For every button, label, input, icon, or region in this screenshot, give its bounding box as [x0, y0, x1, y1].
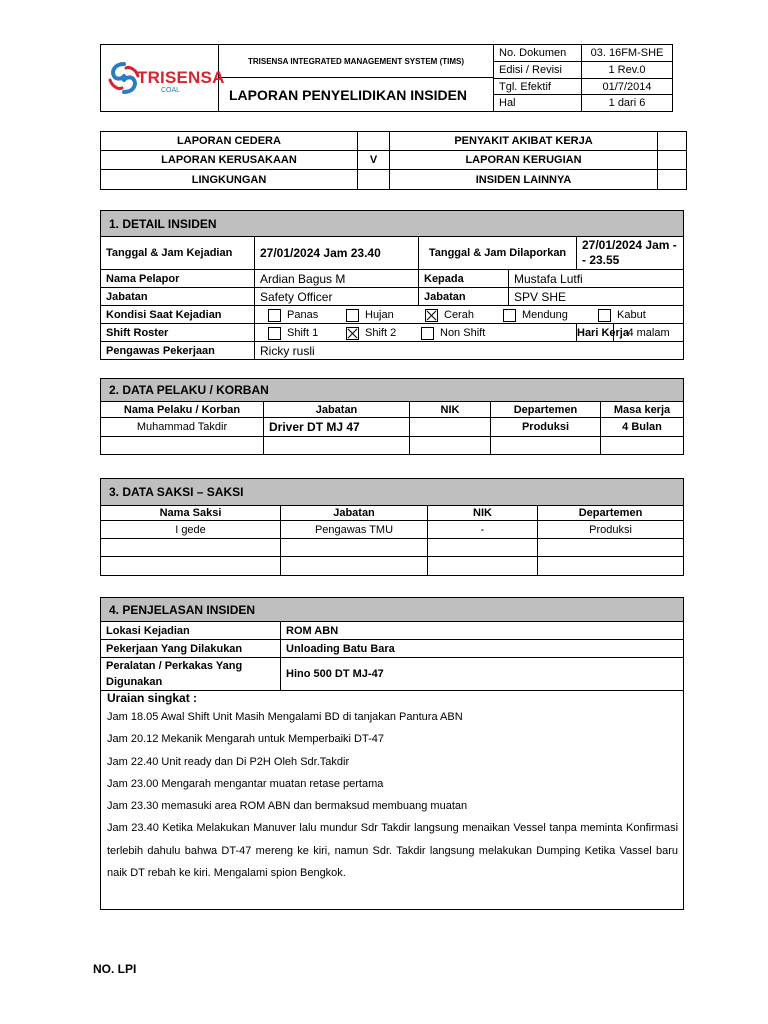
kondisi-option-cerah[interactable]	[425, 306, 474, 324]
checkbox-icon[interactable]	[346, 327, 359, 340]
meta-label: Hal	[494, 95, 582, 112]
tanggal-lapor-label: Tanggal & Jam Dilaporkan	[419, 237, 577, 270]
option-label: Shift 1	[287, 327, 319, 339]
shift-label: Shift Roster	[101, 324, 255, 342]
column-header: Departemen	[538, 506, 684, 521]
table-cell: Pengawas TMU	[281, 521, 428, 539]
table-cell	[428, 557, 538, 576]
table-cell	[281, 557, 428, 576]
column-header: NIK	[428, 506, 538, 521]
uraian-box	[101, 691, 684, 910]
column-header: Nama Pelaku / Korban	[101, 402, 264, 418]
table-cell	[428, 539, 538, 557]
peralatan-value: Hino 500 DT MJ-47	[281, 658, 684, 691]
company-logo	[101, 46, 225, 111]
kondisi-option-mendung[interactable]	[503, 306, 568, 324]
meta-value: 1 Rev.0	[582, 62, 673, 79]
option-label: Hujan	[365, 309, 394, 321]
report-type-mark	[358, 132, 390, 151]
table-cell: Muhammad Takdir	[101, 418, 264, 437]
option-label: Panas	[287, 309, 319, 321]
table-cell	[538, 557, 684, 576]
table-cell	[491, 437, 601, 455]
column-header: Masa kerja	[601, 402, 684, 418]
kondisi-label: Kondisi Saat Kejadian	[101, 306, 255, 324]
table-row	[101, 418, 684, 437]
system-title: TRISENSA INTEGRATED MANAGEMENT SYSTEM (TIMS)	[219, 45, 494, 78]
lokasi-label: Lokasi Kejadian	[101, 622, 281, 640]
table-cell: Produksi	[538, 521, 684, 539]
table-cell: Produksi	[491, 418, 601, 437]
shift-option-1[interactable]	[268, 324, 318, 342]
meta-value: 01/7/2014	[582, 79, 673, 95]
table-cell	[601, 437, 684, 455]
logo-cell	[101, 45, 225, 112]
meta-label: Tgl. Efektif	[494, 79, 582, 95]
kondisi-options	[255, 306, 684, 324]
table-cell	[410, 437, 491, 455]
option-label: Non Shift	[440, 327, 486, 339]
hari-kerja-label: Hari Kerja	[577, 324, 614, 342]
meta-value: 03. 16FM-SHE	[582, 45, 673, 62]
checkbox-icon[interactable]	[503, 309, 516, 322]
uraian-title: Uraian singkat :	[107, 691, 198, 705]
jabatan2-value: SPV SHE	[509, 288, 684, 306]
pengawas-value: Ricky rusli	[255, 342, 684, 360]
shift-option-non[interactable]	[421, 324, 485, 342]
report-type-mark-selected: V	[358, 151, 390, 170]
doc-title: LAPORAN PENYELIDIKAN INSIDEN	[219, 78, 494, 112]
company-sub: COAL	[161, 86, 181, 94]
checkbox-icon[interactable]	[268, 327, 281, 340]
table-cell	[538, 539, 684, 557]
uraian-line: Jam 22.40 Unit ready dan Di P2H Oleh Sdr.Takdir	[107, 755, 350, 768]
jabatan2-label: Jabatan	[419, 288, 509, 306]
pengawas-label: Pengawas Pekerjaan	[101, 342, 255, 360]
pelapor-label: Nama Pelapor	[101, 270, 255, 288]
table-cell	[281, 539, 428, 557]
section4-table	[100, 597, 684, 910]
tanggal-kejadian-value: 27/01/2024 Jam 23.40	[255, 237, 419, 270]
checkbox-icon[interactable]	[425, 309, 438, 322]
doc-meta-table	[493, 44, 673, 112]
peralatan-label: Peralatan / Perkakas Yang Digunakan	[101, 658, 281, 691]
option-label: Shift 2	[365, 327, 397, 339]
report-type-kerugian: LAPORAN KERUGIAN	[390, 151, 658, 170]
column-header: Jabatan	[264, 402, 410, 418]
no-lpi-label: NO. LPI	[93, 962, 137, 976]
table-cell: I gede	[101, 521, 281, 539]
uraian-line: Jam 23.30 memasuki area ROM ABN dan bermaksud membuang muatan	[107, 800, 468, 813]
checkbox-icon[interactable]	[346, 309, 359, 322]
uraian-line: Jam 23.40 Ketika Melakukan Manuver lalu mundur Sdr Takdir langsung menaikan Vessel tanpa meminta Konfirmasi terlebih dahulu bahwa DT-47 mereng ke kiri, namun Sdr. Takdir langsung melakukan Dumping Ketika Vassel baru naik DT rebah ke kiri. Mengalami spion Bengkok.	[107, 822, 679, 880]
column-header: Nama Saksi	[101, 506, 281, 521]
column-header: Jabatan	[281, 506, 428, 521]
lokasi-value: ROM ABN	[281, 622, 684, 640]
report-type-kerusakan: LAPORAN KERUSAKAAN	[101, 151, 358, 170]
kepada-value: Mustafa Lutfi	[509, 270, 684, 288]
section2-table	[100, 378, 684, 455]
column-header: Departemen	[491, 402, 601, 418]
checkbox-icon[interactable]	[268, 309, 281, 322]
report-type-table	[100, 131, 687, 190]
option-label: Cerah	[444, 309, 474, 321]
report-type-mark	[358, 170, 390, 190]
checkbox-icon[interactable]	[421, 327, 434, 340]
table-row	[101, 539, 684, 557]
pelapor-value: Ardian Bagus M	[255, 270, 419, 288]
section3-table	[100, 478, 684, 576]
table-cell	[264, 437, 410, 455]
pekerjaan-value: Unloading Batu Bara	[281, 640, 684, 658]
table-cell	[410, 418, 491, 437]
company-name: TRISENSA	[137, 67, 225, 87]
column-header: NIK	[410, 402, 491, 418]
table-cell	[101, 437, 264, 455]
hari-kerja-value: 4 malam	[614, 324, 684, 342]
kondisi-option-kabut[interactable]	[598, 306, 646, 324]
uraian-line: Jam 18.05 Awal Shift Unit Masih Mengalami BD di tanjakan Pantura ABN	[107, 711, 463, 723]
uraian-line: Jam 23.00 Mengarah mengantar muatan retase pertama	[107, 777, 384, 790]
kepada-label: Kepada	[419, 270, 509, 288]
jabatan-value: Safety Officer	[255, 288, 419, 306]
meta-label: No. Dokumen	[494, 45, 582, 62]
uraian-line: Jam 20.12 Mekanik Mengarah untuk Memperbaiki DT-47	[107, 733, 384, 746]
table-row	[101, 437, 684, 455]
report-type-lainnya: INSIDEN LAINNYA	[390, 170, 658, 190]
table-cell: 4 Bulan	[601, 418, 684, 437]
report-type-mark	[658, 132, 687, 151]
option-label: Mendung	[522, 309, 568, 321]
option-label: Kabut	[617, 309, 646, 321]
report-type-mark	[658, 170, 687, 190]
meta-value: 1 dari 6	[582, 95, 673, 112]
report-type-lingkungan: LINGKUNGAN	[101, 170, 358, 190]
table-cell	[101, 557, 281, 576]
shift-options	[255, 324, 577, 342]
tanggal-lapor-value: 27/01/2024 Jam -- 23.55	[577, 237, 684, 270]
header-title-table	[100, 44, 494, 112]
kondisi-option-panas[interactable]	[268, 306, 318, 324]
table-cell: -	[428, 521, 538, 539]
section1-title: 1. DETAIL INSIDEN	[101, 211, 684, 237]
jabatan-label: Jabatan	[101, 288, 255, 306]
table-cell: Driver DT MJ 47	[264, 418, 410, 437]
meta-label: Edisi / Revisi	[494, 62, 582, 79]
section2-title: 2. DATA PELAKU / KORBAN	[101, 379, 684, 402]
checkbox-icon[interactable]	[598, 309, 611, 322]
report-type-cedera: LAPORAN CEDERA	[101, 132, 358, 151]
table-cell	[101, 539, 281, 557]
table-row	[101, 521, 684, 539]
section3-title: 3. DATA SAKSI – SAKSI	[101, 479, 684, 506]
report-type-pak: PENYAKIT AKIBAT KERJA	[390, 132, 658, 151]
section1-table	[100, 210, 684, 360]
table-row	[101, 557, 684, 576]
report-type-mark	[658, 151, 687, 170]
pekerjaan-label: Pekerjaan Yang Dilakukan	[101, 640, 281, 658]
shift-option-2[interactable]	[346, 324, 396, 342]
kondisi-option-hujan[interactable]	[346, 306, 394, 324]
section4-title: 4. PENJELASAN INSIDEN	[101, 598, 684, 622]
tanggal-kejadian-label: Tanggal & Jam Kejadian	[101, 237, 255, 270]
